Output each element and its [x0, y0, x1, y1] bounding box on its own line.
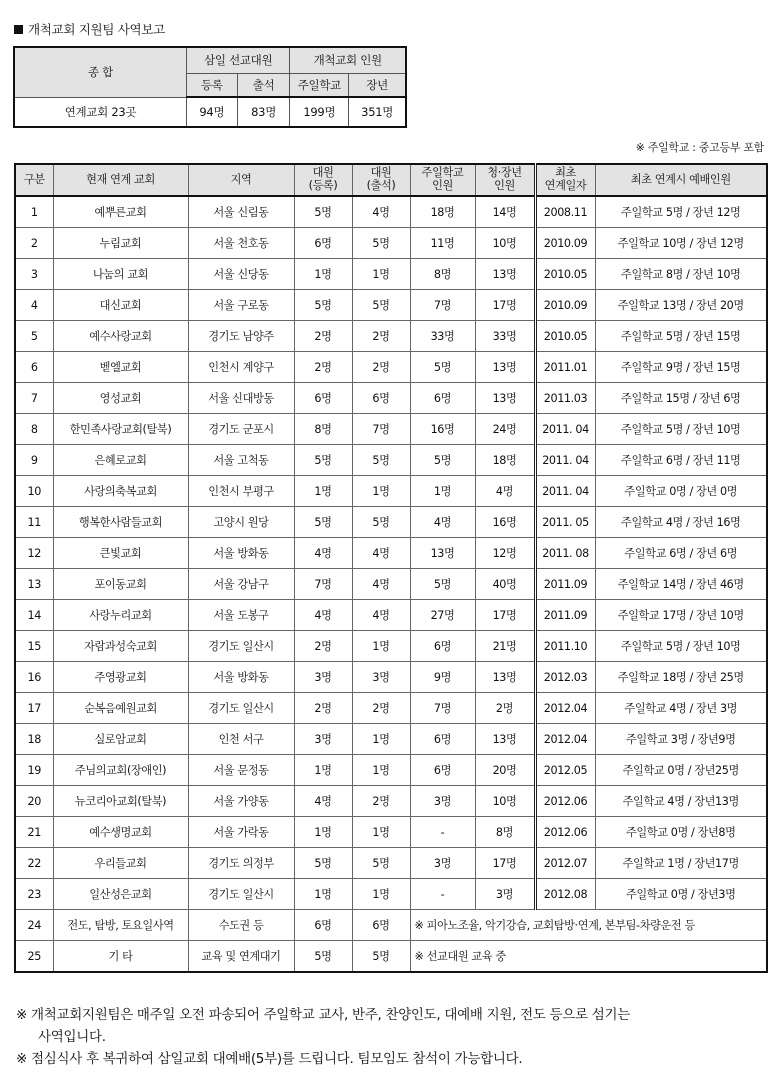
table-cell: 4명 — [352, 196, 410, 228]
table-cell: 2012.07 — [535, 848, 595, 879]
table-row — [15, 321, 767, 352]
table-cell: 순복음예원교회 — [53, 693, 188, 724]
table-row — [15, 941, 767, 973]
table-cell: 2012.08 — [535, 879, 595, 910]
table-cell: 주일학교 6명 / 장년 11명 — [595, 445, 767, 476]
summary-sunday-school: 199명 — [290, 97, 349, 127]
table-cell: 주일학교 0명 / 장년8명 — [595, 817, 767, 848]
table-cell: 주일학교 5명 / 장년 10명 — [595, 414, 767, 445]
column-header-line: 대원 — [370, 166, 392, 180]
table-row — [15, 848, 767, 879]
table-cell: 4명 — [294, 786, 352, 817]
table-cell: 주일학교 14명 / 장년 46명 — [595, 569, 767, 600]
table-cell: 교육 및 연계대기 — [188, 941, 294, 973]
table-cell: 인천시 부평구 — [188, 476, 294, 507]
table-cell: 주일학교 4명 / 장년13명 — [595, 786, 767, 817]
table-cell: 1명 — [352, 879, 410, 910]
column-header-line: 현재 연계 교회 — [86, 172, 155, 186]
table-cell: 행복한사람들교회 — [53, 507, 188, 538]
summary-header-registered: 등록 — [186, 73, 237, 97]
table-cell: 18 — [15, 724, 53, 755]
table-cell: 기 타 — [53, 941, 188, 973]
table-cell: 1명 — [294, 476, 352, 507]
table-cell: 5명 — [294, 507, 352, 538]
column-header — [15, 164, 53, 196]
table-cell: 수도권 등 — [188, 910, 294, 941]
table-cell: 2011. 04 — [535, 445, 595, 476]
table-cell: 11 — [15, 507, 53, 538]
table-cell-note: ※ 선교대원 교육 중 — [410, 941, 767, 973]
table-cell: 1명 — [352, 631, 410, 662]
table-cell: 4명 — [410, 507, 475, 538]
table-cell: 2012.04 — [535, 693, 595, 724]
column-header-line: 지역 — [230, 172, 252, 186]
table-cell: 17 — [15, 693, 53, 724]
table-cell: 4명 — [352, 538, 410, 569]
table-cell: 13명 — [475, 724, 535, 755]
table-cell: 13명 — [410, 538, 475, 569]
table-cell: 경기도 일산시 — [188, 879, 294, 910]
table-cell: 2011.10 — [535, 631, 595, 662]
table-cell: 7명 — [410, 290, 475, 321]
table-cell: 한민족사랑교회(탈북) — [53, 414, 188, 445]
column-header-line: (등록) — [308, 179, 338, 192]
table-row — [15, 259, 767, 290]
table-cell: 21명 — [475, 631, 535, 662]
table-cell: 2010.05 — [535, 259, 595, 290]
column-header — [53, 164, 188, 196]
column-header — [535, 164, 595, 196]
table-cell: 5명 — [410, 352, 475, 383]
table-cell: 16 — [15, 662, 53, 693]
table-cell: 2012.04 — [535, 724, 595, 755]
table-cell: 19 — [15, 755, 53, 786]
table-cell: 14명 — [475, 196, 535, 228]
table-cell: 2명 — [294, 693, 352, 724]
table-cell: 5명 — [352, 848, 410, 879]
table-cell: 6 — [15, 352, 53, 383]
table-cell: 실로암교회 — [53, 724, 188, 755]
table-cell: 주님의교회(장애인) — [53, 755, 188, 786]
table-cell: 8 — [15, 414, 53, 445]
table-cell: 2명 — [352, 786, 410, 817]
table-cell: 2명 — [294, 352, 352, 383]
table-cell: 6명 — [294, 383, 352, 414]
table-cell: 8명 — [475, 817, 535, 848]
table-cell: 주일학교 8명 / 장년 10명 — [595, 259, 767, 290]
column-header-line: 인원 — [432, 179, 453, 192]
summary-header-church-people: 개척교회 인원 — [290, 47, 406, 73]
table-cell: 5명 — [352, 290, 410, 321]
table-cell: 서울 방화동 — [188, 538, 294, 569]
table-cell: 2011.09 — [535, 600, 595, 631]
table-cell: 24 — [15, 910, 53, 941]
table-cell: 2명 — [352, 693, 410, 724]
table-cell: 전도, 탐방, 토요일사역 — [53, 910, 188, 941]
table-cell: 서울 고척동 — [188, 445, 294, 476]
table-cell: 서울 가락동 — [188, 817, 294, 848]
table-cell: 1명 — [352, 259, 410, 290]
table-cell: 3명 — [410, 786, 475, 817]
table-cell: 4명 — [352, 569, 410, 600]
footer-note-1: ※ 개척교회지원팀은 매주일 오전 파송되어 주일학교 교사, 반주, 찬양인도, 대예배 지원, 전도 등으로 섬기는 — [16, 1007, 630, 1023]
table-cell: 경기도 남양주 — [188, 321, 294, 352]
table-cell: 2명 — [352, 352, 410, 383]
table-cell: 경기도 군포시 — [188, 414, 294, 445]
column-header-line: 연계일자 — [544, 179, 587, 192]
column-header — [294, 164, 352, 196]
table-cell: 고양시 원당 — [188, 507, 294, 538]
table-cell: 영성교회 — [53, 383, 188, 414]
table-cell: 6명 — [410, 631, 475, 662]
table-cell: 서울 구로동 — [188, 290, 294, 321]
table-cell: 2008.11 — [535, 196, 595, 228]
footer-notes — [16, 1004, 756, 1070]
table-cell: 21 — [15, 817, 53, 848]
table-row — [15, 476, 767, 507]
table-cell: 6명 — [410, 383, 475, 414]
table-cell: 2011. 04 — [535, 476, 595, 507]
table-cell: 2명 — [352, 321, 410, 352]
table-row — [15, 631, 767, 662]
table-cell: 15 — [15, 631, 53, 662]
table-cell: 3 — [15, 259, 53, 290]
table-cell: 우리들교회 — [53, 848, 188, 879]
report-title — [14, 20, 165, 38]
column-header-line: 대원 — [312, 166, 334, 180]
table-cell: 서울 신림동 — [188, 196, 294, 228]
table-cell: 1명 — [410, 476, 475, 507]
table-cell: 서울 가양동 — [188, 786, 294, 817]
table-cell: 22 — [15, 848, 53, 879]
table-cell: 12 — [15, 538, 53, 569]
table-cell: 9명 — [410, 662, 475, 693]
square-bullet-icon — [14, 25, 23, 34]
table-cell: 3명 — [352, 662, 410, 693]
table-cell: 24명 — [475, 414, 535, 445]
table-cell: 뉴코리아교회(탈북) — [53, 786, 188, 817]
table-cell: 5명 — [294, 445, 352, 476]
table-row — [15, 569, 767, 600]
table-cell: 13명 — [475, 259, 535, 290]
table-cell: 5명 — [352, 228, 410, 259]
table-cell: 주일학교 4명 / 장년 16명 — [595, 507, 767, 538]
column-header — [352, 164, 410, 196]
table-cell: 3명 — [294, 662, 352, 693]
table-cell: 주일학교 5명 / 장년 10명 — [595, 631, 767, 662]
table-cell: 12명 — [475, 538, 535, 569]
table-cell: 서울 신대방동 — [188, 383, 294, 414]
table-cell: 예수생명교회 — [53, 817, 188, 848]
summary-header-members: 삼일 선교대원 — [186, 47, 290, 73]
table-cell: 경기도 일산시 — [188, 693, 294, 724]
column-header — [595, 164, 767, 196]
table-cell: 2011.03 — [535, 383, 595, 414]
table-cell: 대신교회 — [53, 290, 188, 321]
table-row — [15, 414, 767, 445]
table-cell: 18명 — [475, 445, 535, 476]
column-header-line: 주일학교 — [421, 166, 464, 180]
footer-note-2: ※ 점심식사 후 복귀하여 삼일교회 대예배(5부)를 드립니다. 팀모임도 참석이 가능합니다. — [16, 1051, 523, 1067]
table-cell: 16명 — [410, 414, 475, 445]
table-cell: 2011. 05 — [535, 507, 595, 538]
table-cell: 서울 강남구 — [188, 569, 294, 600]
table-cell: 은혜로교회 — [53, 445, 188, 476]
table-cell: 주일학교 4명 / 장년 3명 — [595, 693, 767, 724]
table-cell: 7명 — [294, 569, 352, 600]
church-list-table — [14, 163, 768, 973]
table-row — [15, 662, 767, 693]
table-cell: 주영광교회 — [53, 662, 188, 693]
table-cell: 1 — [15, 196, 53, 228]
table-row — [15, 755, 767, 786]
table-cell: 16명 — [475, 507, 535, 538]
table-cell: 2010.09 — [535, 228, 595, 259]
table-row — [15, 724, 767, 755]
table-cell: 5명 — [352, 507, 410, 538]
summary-header-attending: 출석 — [237, 73, 290, 97]
table-row — [15, 507, 767, 538]
table-cell: 2010.05 — [535, 321, 595, 352]
table-cell: 서울 신당동 — [188, 259, 294, 290]
table-cell: 2011. 04 — [535, 414, 595, 445]
table-cell: 2012.06 — [535, 817, 595, 848]
table-cell: 주일학교 9명 / 장년 15명 — [595, 352, 767, 383]
table-cell: 8명 — [294, 414, 352, 445]
table-cell: - — [410, 879, 475, 910]
table-cell: 1명 — [352, 755, 410, 786]
table-cell: 4명 — [294, 538, 352, 569]
table-cell: 4명 — [352, 600, 410, 631]
table-row — [15, 693, 767, 724]
table-cell: 사랑의축복교회 — [53, 476, 188, 507]
table-cell: 6명 — [352, 910, 410, 941]
table-cell: 3명 — [410, 848, 475, 879]
table-cell: 33명 — [410, 321, 475, 352]
table-cell: 7명 — [410, 693, 475, 724]
table-cell: 주일학교 0명 / 장년 0명 — [595, 476, 767, 507]
table-cell: 2010.09 — [535, 290, 595, 321]
table-cell: 주일학교 13명 / 장년 20명 — [595, 290, 767, 321]
table-cell: 인천시 계양구 — [188, 352, 294, 383]
table-cell: 13명 — [475, 352, 535, 383]
table-cell: 10 — [15, 476, 53, 507]
report-title-text: 개척교회 지원팀 사역보고 — [28, 22, 165, 37]
table-row — [15, 228, 767, 259]
table-row — [15, 290, 767, 321]
column-header — [410, 164, 475, 196]
table-cell: 주일학교 17명 / 장년 10명 — [595, 600, 767, 631]
summary-header-adults: 장년 — [349, 73, 406, 97]
summary-row-label: 연계교회 23곳 — [14, 97, 186, 127]
table-cell: 1명 — [352, 476, 410, 507]
table-cell: 일산성은교회 — [53, 879, 188, 910]
table-cell: 경기도 일산시 — [188, 631, 294, 662]
table-cell: 사랑누리교회 — [53, 600, 188, 631]
table-cell: 33명 — [475, 321, 535, 352]
table-cell: 예수사랑교회 — [53, 321, 188, 352]
table-cell: 4명 — [475, 476, 535, 507]
table-cell: 주일학교 1명 / 장년17명 — [595, 848, 767, 879]
column-header-line: 최초 연계시 예배인원 — [630, 172, 731, 186]
table-cell: 5명 — [294, 941, 352, 973]
table-row — [15, 538, 767, 569]
table-cell: 18명 — [410, 196, 475, 228]
table-cell: 10명 — [475, 228, 535, 259]
table-cell: 5명 — [294, 848, 352, 879]
sunday-school-note: ※ 주일학교 : 중고등부 포함 — [635, 141, 764, 154]
table-cell: 주일학교 0명 / 장년25명 — [595, 755, 767, 786]
table-cell: 2012.05 — [535, 755, 595, 786]
table-cell: 인천 서구 — [188, 724, 294, 755]
table-cell: 누림교회 — [53, 228, 188, 259]
table-cell: 나눔의 교회 — [53, 259, 188, 290]
table-cell: 2명 — [294, 631, 352, 662]
table-cell: 1명 — [294, 817, 352, 848]
table-cell: 13명 — [475, 383, 535, 414]
column-header-line: (출석) — [366, 179, 396, 192]
table-cell: 7 — [15, 383, 53, 414]
table-cell: 3명 — [294, 724, 352, 755]
table-cell: 6명 — [294, 228, 352, 259]
column-header — [188, 164, 294, 196]
table-cell: 1명 — [352, 724, 410, 755]
table-cell: 10명 — [475, 786, 535, 817]
table-cell: 11명 — [410, 228, 475, 259]
table-cell: 13 — [15, 569, 53, 600]
table-row — [15, 817, 767, 848]
table-cell: 17명 — [475, 290, 535, 321]
table-cell: 주일학교 6명 / 장년 6명 — [595, 538, 767, 569]
table-cell: 2 — [15, 228, 53, 259]
table-cell: 6명 — [352, 383, 410, 414]
summary-attending: 83명 — [237, 97, 290, 127]
table-cell: 8명 — [410, 259, 475, 290]
table-row — [15, 445, 767, 476]
table-cell: 주일학교 15명 / 장년 6명 — [595, 383, 767, 414]
table-cell: 5명 — [352, 941, 410, 973]
table-cell: 2012.06 — [535, 786, 595, 817]
table-cell: 6명 — [410, 724, 475, 755]
table-cell: 1명 — [294, 755, 352, 786]
table-cell: 2명 — [475, 693, 535, 724]
table-cell: 2011.09 — [535, 569, 595, 600]
table-cell: 5명 — [352, 445, 410, 476]
table-cell: 경기도 의정부 — [188, 848, 294, 879]
table-cell: 2011.01 — [535, 352, 595, 383]
column-header — [475, 164, 535, 196]
table-cell: 20명 — [475, 755, 535, 786]
table-cell: 2011. 08 — [535, 538, 595, 569]
table-cell: 6명 — [410, 755, 475, 786]
table-cell: 2명 — [294, 321, 352, 352]
table-cell: 1명 — [352, 817, 410, 848]
table-cell: - — [410, 817, 475, 848]
column-header-line: 최초 — [555, 166, 576, 180]
table-row — [15, 600, 767, 631]
table-cell: 포이동교회 — [53, 569, 188, 600]
table-cell: 6명 — [294, 910, 352, 941]
table-cell: 자람과성숙교회 — [53, 631, 188, 662]
table-cell: 14 — [15, 600, 53, 631]
table-cell: 3명 — [475, 879, 535, 910]
table-cell: 2012.03 — [535, 662, 595, 693]
table-cell: 벧엘교회 — [53, 352, 188, 383]
table-cell: 주일학교 5명 / 장년 12명 — [595, 196, 767, 228]
table-header-row — [15, 164, 767, 196]
table-cell: 주일학교 18명 / 장년 25명 — [595, 662, 767, 693]
table-cell: 1명 — [294, 259, 352, 290]
column-header-line: 구분 — [23, 172, 45, 186]
table-cell: 5명 — [410, 445, 475, 476]
table-cell: 서울 방화동 — [188, 662, 294, 693]
table-cell: 서울 문정동 — [188, 755, 294, 786]
table-cell: 5명 — [410, 569, 475, 600]
summary-adults: 351명 — [349, 97, 406, 127]
column-header-line: 인원 — [494, 179, 515, 192]
table-cell: 주일학교 5명 / 장년 15명 — [595, 321, 767, 352]
table-row — [15, 910, 767, 941]
table-cell: 5명 — [294, 290, 352, 321]
table-row — [15, 879, 767, 910]
table-row — [15, 786, 767, 817]
table-row — [15, 383, 767, 414]
table-cell: 17명 — [475, 600, 535, 631]
table-row — [15, 196, 767, 228]
table-cell: 4명 — [294, 600, 352, 631]
summary-registered: 94명 — [186, 97, 237, 127]
table-cell: 5명 — [294, 196, 352, 228]
summary-header-sunday-school: 주일학교 — [290, 73, 349, 97]
table-cell: 서울 천호동 — [188, 228, 294, 259]
column-header-line: 청·장년 — [487, 166, 522, 180]
table-cell: 서울 도봉구 — [188, 600, 294, 631]
table-cell: 13명 — [475, 662, 535, 693]
footer-note-1-cont: 사역입니다. — [38, 1029, 106, 1045]
table-cell-note: ※ 피아노조율, 악기강습, 교회탐방·연계, 본부팀-차량운전 등 — [410, 910, 767, 941]
summary-header-total: 종 합 — [14, 47, 186, 97]
table-cell: 1명 — [294, 879, 352, 910]
table-cell: 주일학교 0명 / 장년3명 — [595, 879, 767, 910]
table-cell: 23 — [15, 879, 53, 910]
table-cell: 4 — [15, 290, 53, 321]
table-cell: 27명 — [410, 600, 475, 631]
table-cell: 예뿌른교회 — [53, 196, 188, 228]
table-cell: 25 — [15, 941, 53, 973]
table-cell: 7명 — [352, 414, 410, 445]
table-cell: 주일학교 10명 / 장년 12명 — [595, 228, 767, 259]
table-row — [15, 352, 767, 383]
table-cell: 20 — [15, 786, 53, 817]
table-cell: 큰빛교회 — [53, 538, 188, 569]
table-cell: 17명 — [475, 848, 535, 879]
table-cell: 주일학교 3명 / 장년9명 — [595, 724, 767, 755]
table-cell: 40명 — [475, 569, 535, 600]
summary-table — [13, 46, 407, 128]
table-cell: 5 — [15, 321, 53, 352]
table-cell: 9 — [15, 445, 53, 476]
